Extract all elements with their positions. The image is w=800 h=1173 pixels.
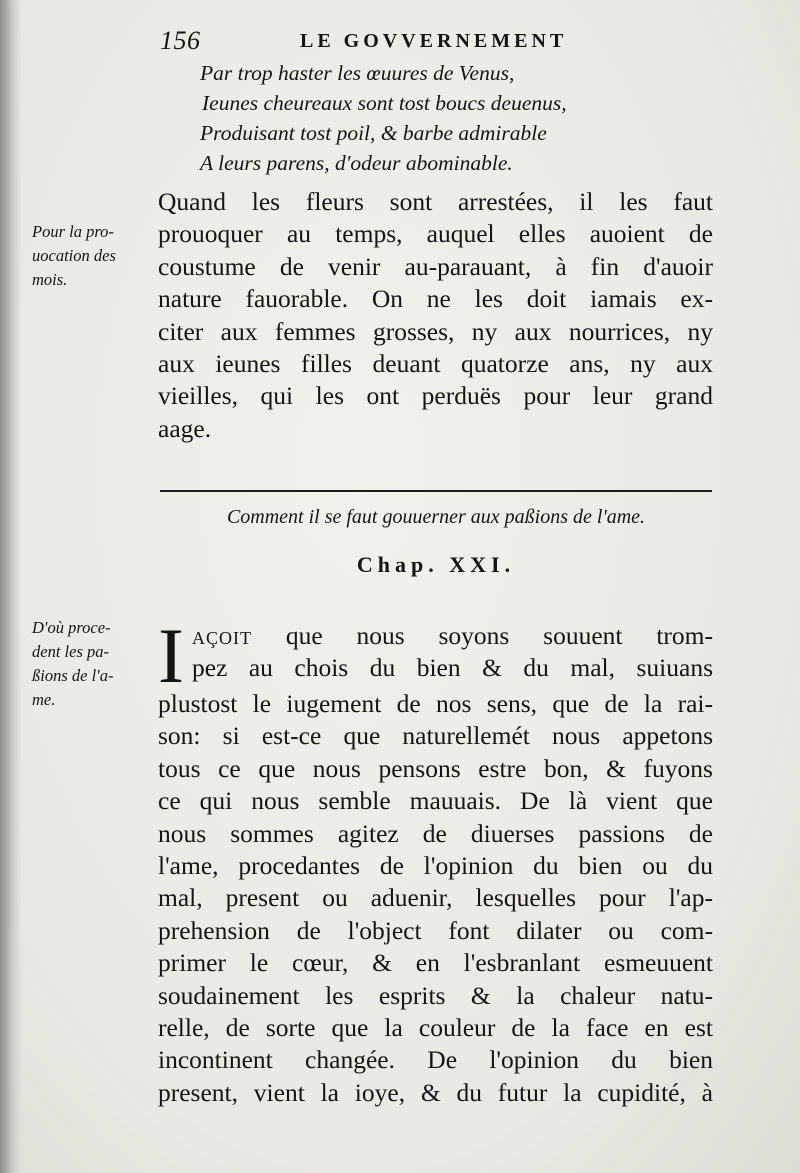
margin-note-line: me. — [32, 690, 56, 709]
text-line-last: aage. — [158, 413, 212, 443]
text-line: Quand les fleurs sont arrestées, il les faut — [158, 187, 713, 216]
text-line-rest: que nous soyons souuent trom- — [251, 621, 713, 650]
paragraph-menses — [158, 186, 713, 445]
text-line: soudainement les esprits & la chaleur natu- — [158, 980, 713, 1010]
verse-line: Par trop haster les œuures de Venus, — [200, 61, 515, 85]
text-line — [158, 620, 713, 652]
text-line: pez au chois du bien & du mal, suiuans — [191, 653, 713, 683]
text-line: citer aux femmes grosses, ny aux nourrices, ny — [158, 316, 713, 346]
text-line: aux ieunes filles deuant quatorze ans, ny aux — [158, 349, 713, 379]
margin-note-line: dent les pa- — [32, 642, 109, 661]
text-line: present, vient la ioye, & du futur la cupidité, à — [158, 1077, 713, 1107]
section-divider — [160, 490, 712, 492]
margin-note-provocation — [32, 220, 142, 292]
verse-line: A leurs parens, d'odeur abominable. — [200, 151, 513, 175]
text-line: relle, de sorte que la couleur de la face en est — [158, 1013, 713, 1043]
first-word: açoit — [191, 621, 252, 650]
margin-note-line: D'où proce- — [32, 618, 111, 637]
text-line: nous sommes agitez de diuerses passions de — [158, 818, 713, 848]
text-line: tous ce que nous pensons estre bon, & fuyons — [158, 753, 713, 783]
section-title: Comment il se faut gouuerner aux paßions de l'ame. — [226, 506, 646, 528]
text-line: ce qui nous semble mauuais. De là vient que — [158, 786, 713, 816]
verse-line: Produisant tost poil, & barbe admirable — [200, 121, 547, 145]
text-line: incontinent changée. De l'opinion du bien — [158, 1045, 713, 1075]
text-line: l'ame, procedantes de l'opinion du bien ou du — [158, 851, 713, 881]
page-header — [160, 26, 600, 56]
text-line: plustost le iugement de nos sens, que de la rai- — [158, 689, 713, 718]
text-line: son: si est-ce que naturellemét nous appetons — [158, 721, 713, 751]
margin-note-passions — [32, 616, 142, 712]
margin-note-line: ßions de l'a- — [32, 666, 114, 685]
text-line: prehension de l'object font dilater ou com- — [158, 915, 713, 945]
margin-note-line: Pour la pro- — [32, 222, 114, 241]
margin-note-line: uocation des — [32, 246, 116, 265]
running-head: LE GOVVERNEMENT — [300, 30, 568, 52]
text-line: mal, present ou aduenir, lesquelles pour l'ap- — [158, 883, 713, 913]
margin-note-line: mois. — [32, 270, 68, 289]
binding-shadow — [0, 0, 22, 1173]
text-line: coustume de venir au-parauant, à fin d'auoir — [158, 251, 713, 281]
text-line: prouoquer au temps, auquel elles auoient de — [158, 219, 713, 249]
verse-block — [200, 58, 680, 178]
verse-line: Ieunes cheureaux sont tost boucs deuenus, — [202, 91, 567, 115]
drop-cap: I — [158, 612, 184, 699]
text-line: nature fauorable. On ne les doit iamais ex- — [158, 284, 713, 314]
text-line: primer le cœur, & en l'esbranlant esmeuuent — [158, 948, 713, 978]
page-number: 156 — [160, 26, 201, 55]
text-line: vieilles, qui les ont perduës pour leur grand — [158, 381, 713, 411]
chapter-heading: Chap. XXI. — [356, 552, 516, 577]
paragraph-passions — [158, 612, 713, 1109]
